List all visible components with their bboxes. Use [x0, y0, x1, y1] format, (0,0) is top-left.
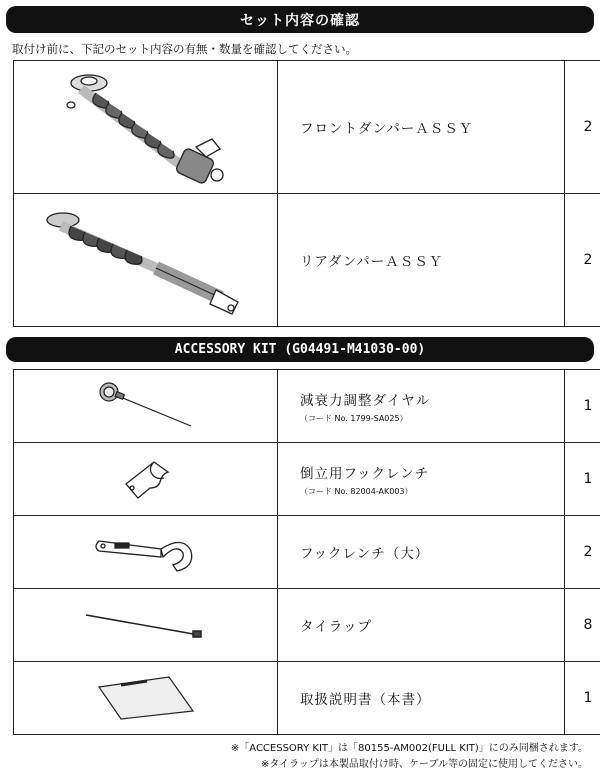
item-name-cell: [278, 370, 565, 443]
cable-tie-icon: [14, 605, 277, 645]
item-name: フロントダンパーＡＳＳＹ: [278, 61, 565, 194]
item-qty: 1: [565, 662, 600, 735]
footnotes: [231, 741, 588, 773]
section-title: ACCESSORY KIT (G04491-M41030-00): [175, 342, 425, 357]
item-code: （コード No. 1799-SA025）: [300, 413, 564, 424]
rear-damper-icon: [14, 198, 277, 323]
footnote: ※「ACCESSORY KIT」は「80155-AM002(FULL KIT)」にのみ同梱されます。: [231, 741, 588, 757]
main-items-table: [13, 60, 600, 327]
item-name: リアダンパーＡＳＳＹ: [278, 194, 565, 327]
item-name: 減衰力調整ダイヤル: [300, 393, 430, 409]
dial-icon: [14, 376, 277, 436]
image-cell: [14, 194, 278, 327]
item-qty: 2: [565, 516, 600, 589]
front-damper-icon: [14, 65, 277, 190]
table-row: [14, 516, 600, 589]
image-cell: [14, 662, 278, 735]
accessory-kit-table: [13, 369, 600, 735]
image-cell: [14, 61, 278, 194]
image-cell: [14, 370, 278, 443]
item-qty: 1: [565, 370, 600, 443]
section-header-set-contents: [6, 6, 594, 33]
item-name-cell: [278, 443, 565, 516]
table-row: [14, 61, 600, 194]
item-name: フックレンチ（大）: [278, 516, 565, 589]
item-qty: 8: [565, 589, 600, 662]
image-cell: [14, 443, 278, 516]
manual-icon: [14, 673, 277, 723]
item-name: 取扱説明書（本書）: [278, 662, 565, 735]
footnote: ※タイラップは本製品取付け時、ケーブル等の固定に使用してください。: [231, 757, 588, 773]
table-row: [14, 194, 600, 327]
image-cell: [14, 516, 278, 589]
item-code: （コード No. 82004-AK003）: [300, 486, 564, 497]
image-cell: [14, 589, 278, 662]
hook-wrench-large-icon: [14, 527, 277, 577]
intro-text: 取付け前に、下記のセット内容の有無・数量を確認してください。: [12, 41, 357, 57]
item-qty: 2: [565, 194, 600, 327]
item-name: タイラップ: [278, 589, 565, 662]
item-qty: 1: [565, 443, 600, 516]
table-row: [14, 589, 600, 662]
section-header-accessory-kit: [6, 337, 594, 362]
table-row: [14, 370, 600, 443]
item-qty: 2: [565, 61, 600, 194]
table-row: [14, 662, 600, 735]
hook-wrench-small-icon: [14, 454, 277, 504]
item-name: 倒立用フックレンチ: [300, 466, 429, 482]
table-row: [14, 443, 600, 516]
section-title: セット内容の確認: [240, 10, 360, 30]
